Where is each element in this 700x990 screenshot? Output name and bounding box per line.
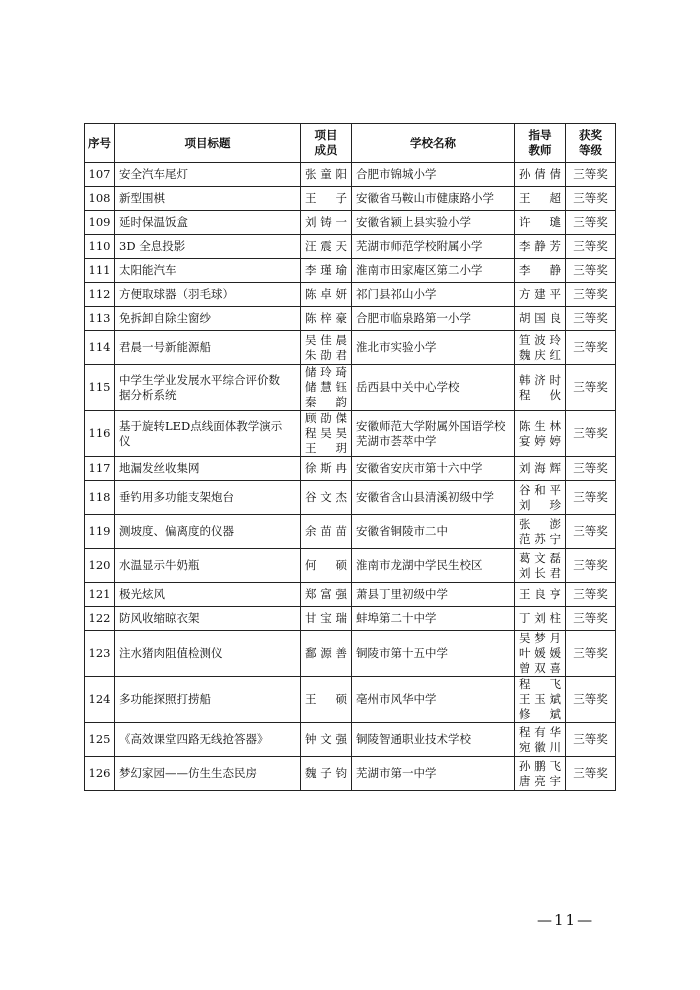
project-members-line: 李瑾瑜 [305,263,347,277]
advisor-teachers-line: 王 超 [519,191,561,205]
project-members [301,259,352,283]
advisor-teachers [515,583,566,607]
advisor-teachers-line: 修 斌 [519,707,561,721]
school-name-line: 淮南市龙湖中学民生校区 [356,558,483,572]
project-members [301,211,352,235]
award-level: 三等奖 [566,607,616,631]
advisor-teachers-line: 程有华 [519,724,561,739]
project-members-line: 徐斯冉 [305,461,347,475]
project-title [115,631,301,677]
advisor-teachers-line: 程 飞 [519,677,561,691]
advisor-teachers-line: 宛徽川 [519,739,561,754]
school-name-line: 蚌埠第二十中学 [356,611,437,625]
project-title-line: 中学生学业发展水平综合评价数 [119,372,280,387]
advisor-teachers-line: 李 静 [519,263,561,277]
row-number: 125 [85,723,115,757]
project-title-line: 防风收缩晾衣架 [119,611,200,625]
project-title [115,163,301,187]
project-title-line: 多功能探照打捞船 [119,692,211,706]
advisor-teachers [515,365,566,411]
project-title [115,549,301,583]
advisor-teachers-line: 张 澎 [519,516,561,531]
table-row [85,365,616,411]
project-members [301,723,352,757]
project-members-line: 郑富强 [305,587,347,601]
table-row [85,757,616,791]
table-row [85,481,616,515]
project-members-line: 储慧钰 [305,380,347,394]
school-name [352,235,515,259]
header-prize-line: 等级 [579,143,602,157]
table-row [85,211,616,235]
project-title-line: 梦幻家园——仿生生态民房 [119,766,257,780]
page-number: —11— [537,911,595,929]
advisor-teachers [515,235,566,259]
row-number: 115 [85,365,115,411]
school-name [352,481,515,515]
project-members-line: 余苗苗 [305,524,347,538]
advisor-teachers-line: 程 伙 [519,387,561,402]
school-name-line: 祁门县祁山小学 [356,287,437,301]
advisor-teachers-line: 葛文磊 [519,550,561,565]
award-level: 三等奖 [566,331,616,365]
header-no: 序号 [85,124,115,163]
school-name-line: 安徽师范大学附属外国语学校 [356,418,506,433]
row-number: 126 [85,757,115,791]
school-name-line: 合肥市临泉路第一小学 [356,311,471,325]
row-number: 107 [85,163,115,187]
project-title [115,607,301,631]
school-name [352,187,515,211]
school-name-line: 淮北市实验小学 [356,340,437,354]
project-title [115,307,301,331]
school-name-line: 萧县丁里初级中学 [356,587,448,601]
school-name-line: 安徽省安庆市第十六中学 [356,461,483,475]
project-members [301,365,352,411]
project-members [301,283,352,307]
row-number: 120 [85,549,115,583]
school-name-line: 安徽省铜陵市二中 [356,524,448,538]
project-members-line: 张童阳 [305,167,347,181]
advisor-teachers [515,411,566,457]
advisor-teachers-line: 孙倩倩 [519,167,561,181]
project-title [115,331,301,365]
project-members [301,549,352,583]
award-level: 三等奖 [566,211,616,235]
award-level: 三等奖 [566,631,616,677]
project-members [301,757,352,791]
advisor-teachers-line: 刘海辉 [519,461,561,475]
project-members-line: 鄱源善 [305,646,347,660]
advisor-teachers [515,631,566,677]
table-row [85,235,616,259]
award-table [84,123,616,791]
award-level: 三等奖 [566,365,616,411]
school-name [352,723,515,757]
school-name-line: 安徽省马鞍山市健康路小学 [356,191,494,205]
advisor-teachers-line: 魏庆红 [519,347,561,362]
project-members-line: 秦 韵 [305,395,347,409]
header-prize [566,124,616,163]
advisor-teachers-line: 唐亮宇 [519,773,561,788]
advisor-teachers-line: 叶媛媛 [519,646,561,660]
project-title-line: 太阳能汽车 [119,263,177,277]
advisor-teachers [515,187,566,211]
advisor-teachers-line: 韩济时 [519,372,561,387]
project-members [301,515,352,549]
project-title-line: 仪 [119,433,131,448]
table-row [85,457,616,481]
header-teachers [515,124,566,163]
project-members [301,631,352,677]
school-name-line: 铜陵智通职业技术学校 [356,732,471,746]
school-name-line: 芜湖市第一中学 [356,766,437,780]
header-title: 项目标题 [115,124,301,163]
award-level: 三等奖 [566,411,616,457]
project-members-line: 吴佳晨 [305,332,347,347]
advisor-teachers [515,331,566,365]
school-name [352,211,515,235]
school-name [352,365,515,411]
advisor-teachers-line: 王玉斌 [519,692,561,706]
project-title-line: 新型围棋 [119,191,165,205]
project-title [115,677,301,723]
table-row [85,723,616,757]
project-members-line: 汪震天 [305,239,347,253]
row-number: 114 [85,331,115,365]
project-members [301,307,352,331]
table-body [85,163,616,791]
project-title-line: 君晨一号新能源船 [119,340,211,354]
project-members-line: 王 硕 [305,692,347,706]
row-number: 123 [85,631,115,677]
table-row [85,515,616,549]
award-level: 三等奖 [566,283,616,307]
school-name-line: 亳州市风华中学 [356,692,437,706]
row-number: 117 [85,457,115,481]
advisor-teachers-line: 李静芳 [519,239,561,253]
advisor-teachers [515,677,566,723]
advisor-teachers [515,283,566,307]
project-title [115,365,301,411]
row-number: 112 [85,283,115,307]
header-teachers-line: 教师 [528,143,552,157]
school-name [352,307,515,331]
table-row [85,411,616,457]
project-members-line: 甘宝瑞 [305,611,347,625]
table-row [85,163,616,187]
advisor-teachers [515,515,566,549]
award-level: 三等奖 [566,457,616,481]
school-name [352,259,515,283]
row-number: 113 [85,307,115,331]
advisor-teachers [515,163,566,187]
advisor-teachers [515,481,566,515]
school-name [352,411,515,457]
advisor-teachers-line: 宴婷婷 [519,433,561,448]
project-members [301,411,352,457]
advisor-teachers-line: 方建平 [519,287,561,301]
project-members [301,163,352,187]
project-title [115,187,301,211]
project-title [115,515,301,549]
advisor-teachers-line: 刘长君 [519,565,561,580]
row-number: 111 [85,259,115,283]
project-members-line: 朱劭君 [305,347,347,362]
project-title [115,211,301,235]
advisor-teachers [515,607,566,631]
project-title [115,457,301,481]
project-title [115,723,301,757]
school-name [352,163,515,187]
project-title-line: 注水猪肉阻值检测仪 [119,646,223,660]
school-name [352,283,515,307]
project-title [115,583,301,607]
project-title [115,411,301,457]
project-members-line: 谷文杰 [305,490,347,504]
award-level: 三等奖 [566,515,616,549]
project-title-line: 《高效课堂四路无线抢答器》 [119,732,269,746]
header-school: 学校名称 [352,124,515,163]
table-row [85,549,616,583]
advisor-teachers-line: 吴梦月 [519,631,561,645]
header-members [301,124,352,163]
table-row [85,331,616,365]
award-level: 三等奖 [566,259,616,283]
project-title [115,235,301,259]
project-members-line: 程吴昊 [305,426,347,440]
school-name-line: 合肥市锦城小学 [356,167,437,181]
school-name-line: 安徽省含山县清溪初级中学 [356,490,494,504]
project-title-line: 免拆卸自除尘窗纱 [119,311,211,325]
award-level: 三等奖 [566,583,616,607]
advisor-teachers [515,211,566,235]
school-name [352,631,515,677]
project-members [301,677,352,723]
advisor-teachers [515,307,566,331]
school-name [352,583,515,607]
row-number: 122 [85,607,115,631]
school-name [352,549,515,583]
advisor-teachers [515,259,566,283]
row-number: 118 [85,481,115,515]
row-number: 119 [85,515,115,549]
project-members [301,331,352,365]
project-members-line: 顾劭傑 [305,411,347,425]
award-level: 三等奖 [566,723,616,757]
advisor-teachers-line: 胡国良 [519,311,561,325]
project-title-line: 地漏发丝收集网 [119,461,200,475]
header-teachers-line: 指导 [528,128,552,142]
advisor-teachers-line: 刘 珍 [519,497,561,512]
project-members-line: 刘铸一 [305,215,347,229]
header-row [85,124,616,163]
project-title-line: 测坡度、偏离度的仪器 [119,524,234,538]
table-row [85,607,616,631]
advisor-teachers [515,723,566,757]
row-number: 116 [85,411,115,457]
school-name [352,677,515,723]
award-level: 三等奖 [566,163,616,187]
table-row [85,677,616,723]
advisor-teachers [515,457,566,481]
project-members-line: 陈梓豪 [305,311,347,325]
table-row [85,187,616,211]
project-title-line: 延时保温饭盒 [119,215,188,229]
row-number: 110 [85,235,115,259]
project-members [301,607,352,631]
project-title-line: 3D 全息投影 [119,239,186,253]
project-title [115,757,301,791]
school-name [352,757,515,791]
project-title-line: 基于旋转LED点线面体教学演示 [119,418,283,433]
award-level: 三等奖 [566,235,616,259]
project-members-line: 魏子钧 [305,766,347,780]
table-row [85,631,616,677]
row-number: 109 [85,211,115,235]
advisor-teachers-line: 丁刘柱 [519,611,561,625]
project-title-line: 水温显示牛奶瓶 [119,558,200,572]
project-title-line: 极光炫风 [119,587,165,601]
advisor-teachers-line: 王良亨 [519,587,561,601]
project-title-line: 安全汽车尾灯 [119,167,188,181]
project-title-line: 据分析系统 [119,387,177,402]
advisor-teachers-line: 许 璡 [519,215,561,229]
project-members [301,187,352,211]
advisor-teachers-line: 谷和平 [519,482,561,497]
project-members [301,481,352,515]
project-title-line: 方便取球器（羽毛球） [119,287,234,301]
school-name [352,457,515,481]
row-number: 108 [85,187,115,211]
advisor-teachers-line: 范苏宁 [519,531,561,546]
school-name-line: 淮南市田家庵区第二小学 [356,263,483,277]
award-level: 三等奖 [566,481,616,515]
school-name-line: 芜湖市荟萃中学 [356,433,437,448]
advisor-teachers-line: 曾双喜 [519,661,561,675]
advisor-teachers-line: 陈生林 [519,418,561,433]
award-level: 三等奖 [566,307,616,331]
school-name-line: 铜陵市第十五中学 [356,646,448,660]
project-members [301,583,352,607]
project-members-line: 王 子 [305,191,347,205]
school-name-line: 芜湖市师范学校附属小学 [356,239,483,253]
project-title [115,283,301,307]
table-row [85,283,616,307]
project-members [301,457,352,481]
advisor-teachers-line: 笪波玲 [519,332,561,347]
school-name [352,515,515,549]
header-members-line: 成员 [314,143,338,157]
project-title [115,481,301,515]
award-level: 三等奖 [566,757,616,791]
project-members-line: 储玲琦 [305,365,347,379]
advisor-teachers-line: 孙鹏飞 [519,758,561,773]
school-name-line: 岳西县中关中心学校 [356,380,460,394]
advisor-teachers [515,549,566,583]
award-level: 三等奖 [566,187,616,211]
row-number: 124 [85,677,115,723]
school-name-line: 安徽省颍上县实验小学 [356,215,471,229]
advisor-teachers [515,757,566,791]
header-members-line: 项目 [314,128,338,142]
header-prize-line: 获奖 [579,128,602,142]
table-row [85,583,616,607]
project-members-line: 陈卓妍 [305,287,347,301]
project-title [115,259,301,283]
table-row [85,307,616,331]
school-name [352,607,515,631]
award-level: 三等奖 [566,549,616,583]
project-members-line: 何 硕 [305,558,347,572]
project-members-line: 王 玥 [305,441,347,455]
school-name [352,331,515,365]
project-members-line: 钟文强 [305,732,347,746]
project-members [301,235,352,259]
row-number: 121 [85,583,115,607]
table-row [85,259,616,283]
project-title-line: 垂钓用多功能支架炮台 [119,490,234,504]
award-level: 三等奖 [566,677,616,723]
